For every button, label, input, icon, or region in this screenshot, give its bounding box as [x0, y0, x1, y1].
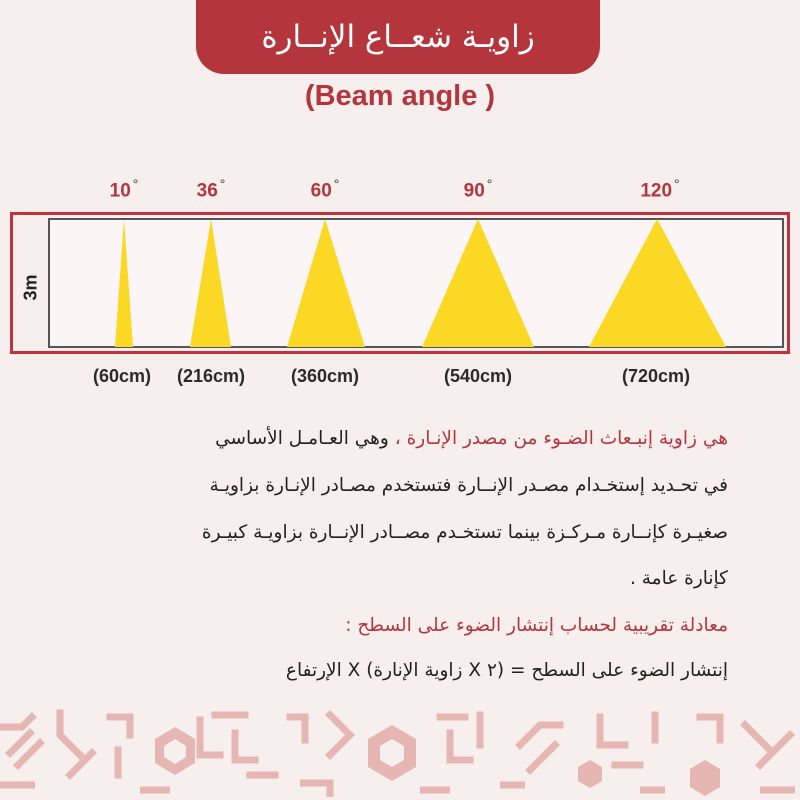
beam-triangle-90 [422, 219, 534, 347]
angle-label-120: 120 ° [640, 176, 680, 202]
beam-triangle-36 [190, 219, 231, 347]
spread-label-540cm: (540cm) [443, 366, 513, 386]
description-line-1: هي زاوية إنبـعاث الضـوء من مصدر الإنـارة ، وهي العـامـل الأساسي [215, 428, 728, 449]
page-subtitle: (Beam angle ) [304, 80, 496, 112]
angle-label-10: 10 ° [109, 176, 139, 202]
angle-label-60: 60 ° [310, 176, 340, 202]
spread-label-216cm: (216cm) [176, 366, 246, 386]
spread-label-60cm: (60cm) [92, 366, 152, 386]
description-line-2: في تحـديد إستخـدام مصـدر الإنــارة فتستخدم مصـادر الإنـارة بزاويـة [209, 475, 728, 496]
description-line-4: كإنارة عامة . [629, 568, 728, 589]
spread-label-360cm: (360cm) [290, 366, 360, 386]
beam-triangle-60 [287, 219, 365, 347]
angle-label-36: 36 ° [196, 176, 226, 202]
formula-equation: إنتشار الضوء على السطح = (٢ X زاوية الإنارة) X الإرتفاع [285, 660, 728, 681]
height-label: 3m [20, 273, 41, 301]
formula-heading: معادلة تقريبية لحساب إنتشار الضوء على السطح : [345, 615, 728, 636]
angle-label-90: 90 ° [463, 176, 493, 202]
beam-triangle-120 [589, 219, 726, 347]
beam-triangle-10 [115, 219, 133, 347]
page-title: زاويـة شعــاع الإنــارة [261, 19, 535, 55]
decorative-pattern [0, 705, 800, 800]
description-line-3: صغيـرة كإنــارة مـركـزة بينما تستخـدم مصــادر الإنــارة بزاويـة كبيـرة [201, 522, 728, 543]
spread-label-720cm: (720cm) [621, 366, 691, 386]
